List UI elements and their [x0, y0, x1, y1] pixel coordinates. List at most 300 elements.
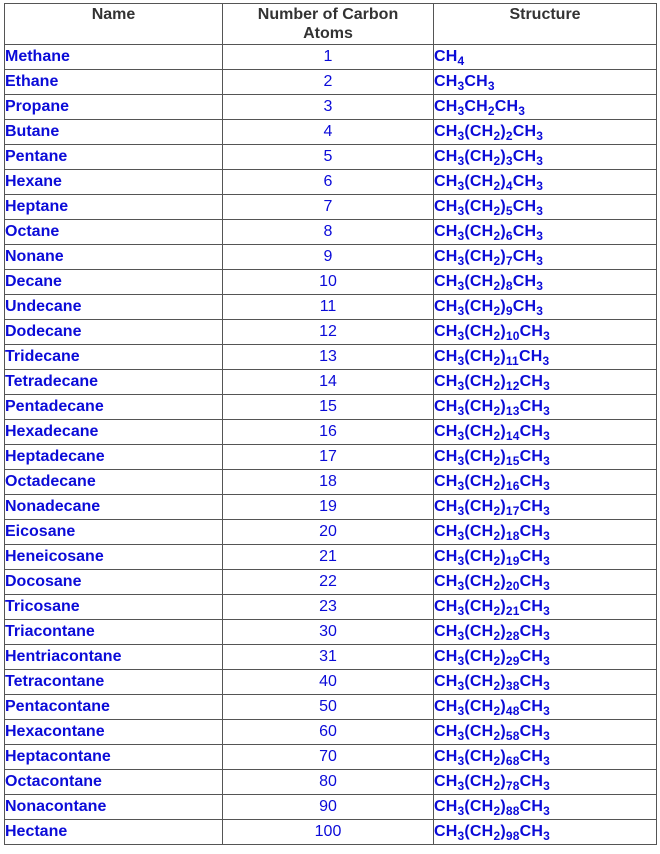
formula-subscript: 2 — [493, 329, 501, 343]
formula-text: CH — [434, 648, 458, 665]
formula-subscript: 6 — [505, 229, 513, 243]
formula-subscript: 3 — [543, 704, 550, 718]
structure-formula — [434, 295, 657, 320]
formula-text: ) — [500, 623, 506, 640]
formula-text: (CH — [464, 423, 494, 440]
formula-subscript: 4 — [457, 54, 465, 68]
alkane-name: Pentane — [5, 145, 223, 170]
alkane-name: Tridecane — [5, 345, 223, 370]
formula-subscript: 3 — [543, 829, 550, 843]
formula-text: CH — [434, 48, 458, 65]
formula-text: CH — [434, 698, 458, 715]
formula-subscript: 3 — [543, 529, 550, 543]
formula-text: CH — [434, 398, 458, 415]
formula-subscript: 3 — [457, 129, 465, 143]
formula-text: CH — [434, 823, 458, 840]
formula-subscript: 3 — [543, 779, 550, 793]
formula-subscript: 3 — [457, 629, 465, 643]
formula-subscript: 2 — [493, 379, 501, 393]
formula-text: (CH — [464, 398, 494, 415]
formula-text: ) — [500, 348, 506, 365]
formula-subscript: 11 — [505, 354, 519, 368]
formula-text: CH — [434, 523, 458, 540]
table-row — [5, 395, 657, 420]
carbon-count: 70 — [223, 745, 434, 770]
carbon-count: 31 — [223, 645, 434, 670]
formula-text: ) — [500, 448, 506, 465]
formula-text: ) — [500, 148, 506, 165]
table-row — [5, 620, 657, 645]
formula-text: ) — [500, 323, 506, 340]
table-row — [5, 470, 657, 495]
formula-subscript: 3 — [487, 79, 495, 93]
structure-formula — [434, 570, 657, 595]
alkane-name: Hectane — [5, 820, 223, 845]
alkane-name: Pentadecane — [5, 395, 223, 420]
formula-subscript: 3 — [536, 304, 544, 318]
formula-subscript: 3 — [457, 779, 465, 793]
header-carbon-count — [223, 4, 434, 45]
formula-subscript: 3 — [457, 829, 465, 843]
carbon-count: 16 — [223, 420, 434, 445]
formula-text: (CH — [464, 148, 494, 165]
carbon-count: 21 — [223, 545, 434, 570]
table-row — [5, 95, 657, 120]
formula-text: (CH — [464, 598, 494, 615]
formula-subscript: 10 — [505, 329, 520, 343]
formula-text: CH — [434, 548, 458, 565]
formula-subscript: 3 — [543, 329, 550, 343]
structure-formula — [434, 420, 657, 445]
table-row — [5, 545, 657, 570]
alkane-name: Octadecane — [5, 470, 223, 495]
formula-subscript: 3 — [543, 679, 550, 693]
formula-subscript: 29 — [505, 654, 520, 668]
header-structure: Structure — [434, 4, 657, 45]
structure-formula — [434, 620, 657, 645]
table-row — [5, 195, 657, 220]
alkane-name: Eicosane — [5, 520, 223, 545]
formula-subscript: 3 — [457, 354, 465, 368]
formula-subscript: 3 — [457, 204, 465, 218]
formula-subscript: 3 — [457, 729, 465, 743]
formula-subscript: 3 — [543, 604, 550, 618]
structure-formula — [434, 470, 657, 495]
formula-subscript: 28 — [505, 629, 520, 643]
formula-subscript: 3 — [457, 654, 465, 668]
formula-subscript: 2 — [493, 579, 501, 593]
table-row — [5, 245, 657, 270]
formula-subscript: 3 — [505, 154, 513, 168]
formula-subscript: 78 — [505, 779, 520, 793]
formula-text: (CH — [464, 248, 494, 265]
alkane-name: Octacontane — [5, 770, 223, 795]
formula-subscript: 3 — [543, 579, 550, 593]
formula-subscript: 2 — [493, 804, 501, 818]
formula-text: CH — [434, 723, 458, 740]
formula-subscript: 3 — [518, 104, 526, 118]
formula-text: CH — [512, 123, 537, 140]
formula-text: ) — [500, 598, 506, 615]
formula-text: ) — [500, 123, 506, 140]
formula-text: ) — [500, 423, 506, 440]
formula-text: CH — [519, 448, 544, 465]
alkane-name: Heptane — [5, 195, 223, 220]
alkane-name: Undecane — [5, 295, 223, 320]
formula-text: ) — [500, 748, 506, 765]
formula-text: CH — [434, 298, 458, 315]
formula-text: (CH — [464, 548, 494, 565]
formula-subscript: 2 — [487, 104, 495, 118]
formula-text: CH — [434, 173, 458, 190]
structure-formula — [434, 495, 657, 520]
formula-subscript: 2 — [493, 229, 501, 243]
carbon-count: 13 — [223, 345, 434, 370]
table-body — [5, 45, 657, 845]
table-row — [5, 420, 657, 445]
formula-text: (CH — [464, 648, 494, 665]
formula-subscript: 3 — [457, 304, 465, 318]
formula-subscript: 3 — [457, 229, 465, 243]
structure-formula — [434, 595, 657, 620]
alkane-name: Butane — [5, 120, 223, 145]
formula-subscript: 16 — [505, 479, 520, 493]
formula-subscript: 7 — [505, 254, 513, 268]
formula-text: (CH — [464, 323, 494, 340]
formula-text: (CH — [464, 573, 494, 590]
formula-text: CH — [519, 473, 544, 490]
formula-subscript: 38 — [505, 679, 520, 693]
formula-text: CH — [464, 73, 488, 90]
table-row — [5, 745, 657, 770]
formula-text: CH — [434, 773, 458, 790]
formula-text: CH — [434, 573, 458, 590]
formula-text: CH — [519, 623, 544, 640]
formula-text: ) — [500, 648, 506, 665]
formula-subscript: 3 — [457, 679, 465, 693]
formula-subscript: 2 — [493, 554, 501, 568]
carbon-count: 60 — [223, 720, 434, 745]
formula-subscript: 3 — [543, 454, 550, 468]
formula-subscript: 3 — [536, 229, 544, 243]
alkane-name: Nonacontane — [5, 795, 223, 820]
formula-subscript: 3 — [543, 654, 550, 668]
formula-text: (CH — [464, 723, 494, 740]
formula-text: CH — [512, 223, 537, 240]
formula-text: CH — [519, 398, 544, 415]
carbon-count: 10 — [223, 270, 434, 295]
formula-text: CH — [434, 673, 458, 690]
table-row — [5, 720, 657, 745]
formula-text: CH — [519, 648, 544, 665]
formula-subscript: 3 — [543, 479, 550, 493]
formula-text: CH — [519, 698, 544, 715]
formula-subscript: 2 — [493, 479, 501, 493]
formula-text: CH — [519, 423, 544, 440]
formula-subscript: 8 — [505, 279, 513, 293]
formula-subscript: 3 — [457, 254, 465, 268]
formula-text: (CH — [464, 773, 494, 790]
formula-subscript: 3 — [543, 504, 550, 518]
formula-text: ) — [500, 773, 506, 790]
alkane-name: Nonadecane — [5, 495, 223, 520]
formula-text: CH — [434, 598, 458, 615]
structure-formula — [434, 520, 657, 545]
carbon-count: 30 — [223, 620, 434, 645]
table-row — [5, 220, 657, 245]
structure-formula — [434, 345, 657, 370]
carbon-count: 14 — [223, 370, 434, 395]
formula-subscript: 2 — [493, 179, 501, 193]
carbon-count: 50 — [223, 695, 434, 720]
formula-text: ) — [500, 473, 506, 490]
formula-text: ) — [500, 673, 506, 690]
formula-subscript: 2 — [493, 279, 501, 293]
formula-subscript: 3 — [536, 204, 544, 218]
formula-text: CH — [512, 248, 537, 265]
alkane-name: Propane — [5, 95, 223, 120]
table-row — [5, 345, 657, 370]
table-row — [5, 695, 657, 720]
alkane-name: Hentriacontane — [5, 645, 223, 670]
formula-text: ) — [500, 298, 506, 315]
structure-formula — [434, 370, 657, 395]
alkane-name: Dodecane — [5, 320, 223, 345]
formula-text: (CH — [464, 823, 494, 840]
formula-text: (CH — [464, 348, 494, 365]
formula-subscript: 2 — [493, 254, 501, 268]
formula-text: ) — [500, 798, 506, 815]
formula-subscript: 3 — [457, 704, 465, 718]
formula-text: ) — [500, 523, 506, 540]
formula-subscript: 3 — [457, 529, 465, 543]
formula-subscript: 3 — [457, 604, 465, 618]
formula-subscript: 3 — [543, 404, 550, 418]
formula-text: CH — [434, 748, 458, 765]
formula-subscript: 17 — [505, 504, 520, 518]
alkane-name: Tetracontane — [5, 670, 223, 695]
formula-subscript: 3 — [543, 379, 550, 393]
formula-subscript: 3 — [457, 79, 465, 93]
carbon-count: 4 — [223, 120, 434, 145]
formula-text: (CH — [464, 173, 494, 190]
formula-subscript: 3 — [536, 254, 544, 268]
formula-subscript: 3 — [457, 479, 465, 493]
structure-formula — [434, 170, 657, 195]
formula-subscript: 2 — [493, 654, 501, 668]
formula-subscript: 2 — [493, 129, 501, 143]
formula-subscript: 3 — [457, 754, 465, 768]
carbon-count: 17 — [223, 445, 434, 470]
formula-text: CH — [434, 623, 458, 640]
formula-text: CH — [464, 98, 488, 115]
formula-subscript: 68 — [505, 754, 520, 768]
formula-text: (CH — [464, 123, 494, 140]
table-row — [5, 820, 657, 845]
formula-subscript: 14 — [505, 429, 520, 443]
structure-formula — [434, 770, 657, 795]
formula-subscript: 5 — [505, 204, 513, 218]
carbon-count: 19 — [223, 495, 434, 520]
formula-text: CH — [519, 773, 544, 790]
formula-text: (CH — [464, 198, 494, 215]
formula-subscript: 2 — [493, 354, 501, 368]
structure-formula — [434, 695, 657, 720]
alkane-name: Tetradecane — [5, 370, 223, 395]
alkane-name: Decane — [5, 270, 223, 295]
formula-text: ) — [500, 398, 506, 415]
formula-text: ) — [500, 173, 506, 190]
formula-subscript: 2 — [493, 204, 501, 218]
formula-subscript: 3 — [457, 179, 465, 193]
formula-text: CH — [434, 373, 458, 390]
formula-text: CH — [434, 198, 458, 215]
formula-text: CH — [519, 573, 544, 590]
formula-subscript: 15 — [505, 454, 520, 468]
formula-subscript: 3 — [543, 729, 550, 743]
formula-subscript: 3 — [457, 279, 465, 293]
alkane-name: Heptadecane — [5, 445, 223, 470]
alkane-name: Nonane — [5, 245, 223, 270]
formula-text: ) — [500, 248, 506, 265]
formula-text: CH — [494, 98, 519, 115]
alkane-name: Methane — [5, 45, 223, 70]
formula-subscript: 21 — [505, 604, 520, 618]
carbon-count: 40 — [223, 670, 434, 695]
formula-subscript: 19 — [505, 554, 520, 568]
formula-text: (CH — [464, 223, 494, 240]
formula-subscript: 3 — [457, 504, 465, 518]
table-row — [5, 170, 657, 195]
formula-text: ) — [500, 823, 506, 840]
carbon-count: 100 — [223, 820, 434, 845]
alkane-name: Heptacontane — [5, 745, 223, 770]
structure-formula — [434, 745, 657, 770]
formula-subscript: 3 — [457, 404, 465, 418]
formula-subscript: 2 — [493, 529, 501, 543]
formula-text: CH — [519, 723, 544, 740]
table-row — [5, 645, 657, 670]
formula-text: (CH — [464, 798, 494, 815]
alkane-name: Hexane — [5, 170, 223, 195]
table-row — [5, 295, 657, 320]
table-row — [5, 120, 657, 145]
formula-subscript: 3 — [457, 454, 465, 468]
formula-text: CH — [519, 498, 544, 515]
alkane-name: Tricosane — [5, 595, 223, 620]
alkanes-table — [4, 3, 657, 845]
table-row — [5, 795, 657, 820]
table-row — [5, 370, 657, 395]
formula-subscript: 3 — [536, 154, 544, 168]
formula-text: CH — [512, 198, 537, 215]
carbon-count: 15 — [223, 395, 434, 420]
carbon-count: 6 — [223, 170, 434, 195]
formula-text: (CH — [464, 748, 494, 765]
formula-text: CH — [519, 823, 544, 840]
formula-text: ) — [500, 698, 506, 715]
carbon-count: 7 — [223, 195, 434, 220]
formula-text: CH — [519, 598, 544, 615]
formula-text: CH — [519, 673, 544, 690]
formula-subscript: 3 — [457, 329, 465, 343]
formula-subscript: 2 — [493, 504, 501, 518]
formula-subscript: 48 — [505, 704, 520, 718]
formula-subscript: 2 — [493, 429, 501, 443]
structure-formula — [434, 270, 657, 295]
header-carbon-count-line2: Atoms — [303, 25, 353, 42]
formula-text: CH — [434, 98, 458, 115]
formula-text: ) — [500, 223, 506, 240]
formula-text: CH — [512, 173, 537, 190]
formula-subscript: 2 — [493, 454, 501, 468]
formula-text: ) — [500, 198, 506, 215]
formula-text: CH — [434, 323, 458, 340]
formula-subscript: 3 — [542, 354, 550, 368]
structure-formula — [434, 820, 657, 845]
formula-text: CH — [519, 523, 544, 540]
carbon-count: 20 — [223, 520, 434, 545]
formula-subscript: 88 — [505, 804, 520, 818]
formula-text: ) — [500, 373, 506, 390]
formula-text: CH — [434, 423, 458, 440]
formula-text: (CH — [464, 473, 494, 490]
structure-formula — [434, 145, 657, 170]
formula-subscript: 58 — [505, 729, 520, 743]
structure-formula — [434, 220, 657, 245]
table-row — [5, 770, 657, 795]
carbon-count: 80 — [223, 770, 434, 795]
carbon-count: 1 — [223, 45, 434, 70]
formula-text: CH — [518, 348, 543, 365]
table-header — [5, 4, 657, 45]
formula-text: CH — [434, 448, 458, 465]
formula-text: ) — [500, 498, 506, 515]
formula-subscript: 2 — [493, 404, 501, 418]
carbon-count: 5 — [223, 145, 434, 170]
carbon-count: 8 — [223, 220, 434, 245]
formula-subscript: 3 — [457, 579, 465, 593]
structure-formula — [434, 195, 657, 220]
formula-text: (CH — [464, 523, 494, 540]
carbon-count: 3 — [223, 95, 434, 120]
formula-text: CH — [434, 248, 458, 265]
header-name: Name — [5, 4, 223, 45]
alkane-name: Hexacontane — [5, 720, 223, 745]
formula-text: CH — [434, 273, 458, 290]
structure-formula — [434, 545, 657, 570]
structure-formula — [434, 720, 657, 745]
structure-formula — [434, 70, 657, 95]
formula-text: CH — [519, 748, 544, 765]
carbon-count: 11 — [223, 295, 434, 320]
formula-text: CH — [519, 323, 544, 340]
alkane-name: Hexadecane — [5, 420, 223, 445]
formula-text: CH — [434, 348, 458, 365]
header-carbon-count-line1: Number of Carbon — [257, 6, 399, 23]
structure-formula — [434, 445, 657, 470]
formula-subscript: 3 — [457, 379, 465, 393]
structure-formula — [434, 795, 657, 820]
formula-text: CH — [519, 548, 544, 565]
carbon-count: 2 — [223, 70, 434, 95]
formula-text: CH — [434, 798, 458, 815]
formula-text: (CH — [464, 698, 494, 715]
carbon-count: 12 — [223, 320, 434, 345]
formula-text: (CH — [464, 373, 494, 390]
formula-subscript: 3 — [457, 154, 465, 168]
formula-text: CH — [512, 298, 537, 315]
